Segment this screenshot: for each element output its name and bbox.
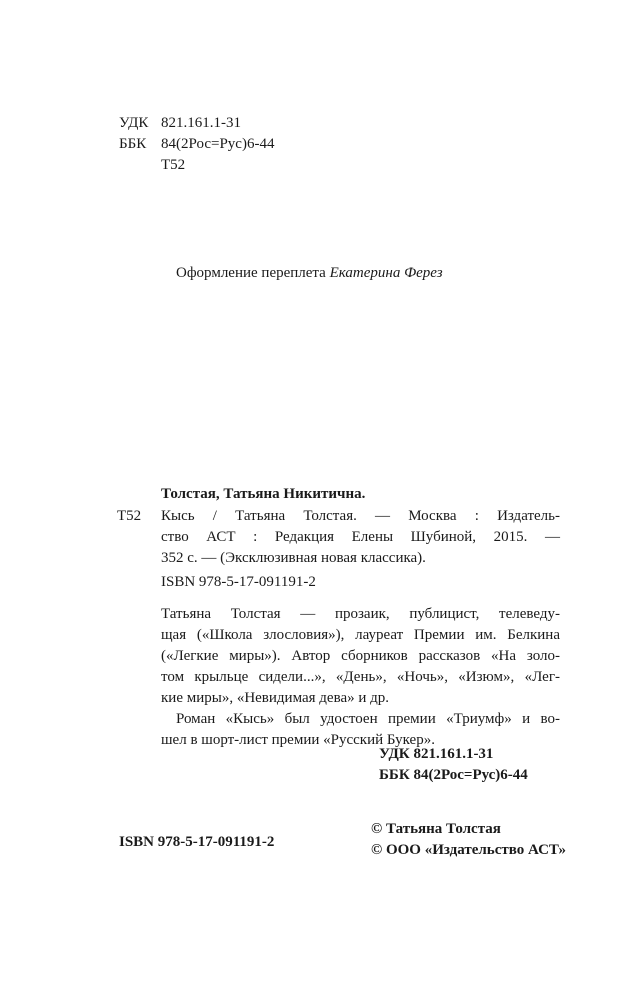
bbk-label: ББК: [119, 136, 147, 152]
annotation-line: щая («Школа злословия»), лауреат Премии им. Белкина: [161, 627, 560, 643]
annotation-line: Роман «Кысь» был удостоен премии «Триумф» и во-: [176, 711, 560, 727]
udk-label: УДК: [119, 115, 149, 131]
annotation-line: том крыльце сидели...», «День», «Ночь», «Изюм», «Лег-: [161, 669, 560, 685]
annotation-line: Татьяна Толстая — прозаик, публицист, телеведу-: [161, 606, 560, 622]
annotation-line: шел в шорт-лист премии «Русский Букер».: [161, 732, 435, 748]
card-bbk: ББК 84(2Рос=Рус)6-44: [379, 767, 528, 783]
bbk-code: 84(2Рос=Рус)6-44: [161, 136, 275, 152]
cover-design-label: Оформление переплета: [176, 265, 326, 281]
annotation-line: («Легкие миры»). Автор сборников рассказов «На золо-: [161, 648, 560, 664]
footer-isbn: ISBN 978-5-17-091191-2: [119, 834, 275, 850]
cover-design-credit: [176, 263, 443, 284]
udk-code: 821.161.1-31: [161, 115, 241, 131]
card-description-line: ство АСТ : Редакция Елены Шубиной, 2015. —: [161, 529, 560, 545]
card-isbn: ISBN 978-5-17-091191-2: [161, 574, 316, 590]
cover-designer-name: Екатерина Ферез: [329, 265, 443, 281]
card-description-line: 352 с. — (Эксклюзивная новая классика).: [161, 550, 426, 566]
copyright-publisher: © ООО «Издательство АСТ»: [371, 842, 567, 858]
annotation-line: кие миры», «Невидимая дева» и др.: [161, 690, 390, 706]
author-mark: Т52: [161, 157, 186, 173]
card-author-heading: Толстая, Татьяна Никитична.: [161, 486, 366, 502]
card-author-mark: Т52: [117, 508, 142, 524]
card-udk: УДК 821.161.1-31: [379, 746, 494, 762]
copyright-author: © Татьяна Толстая: [371, 821, 501, 837]
card-description-line: Кысь / Татьяна Толстая. — Москва : Издатель-: [161, 508, 560, 524]
